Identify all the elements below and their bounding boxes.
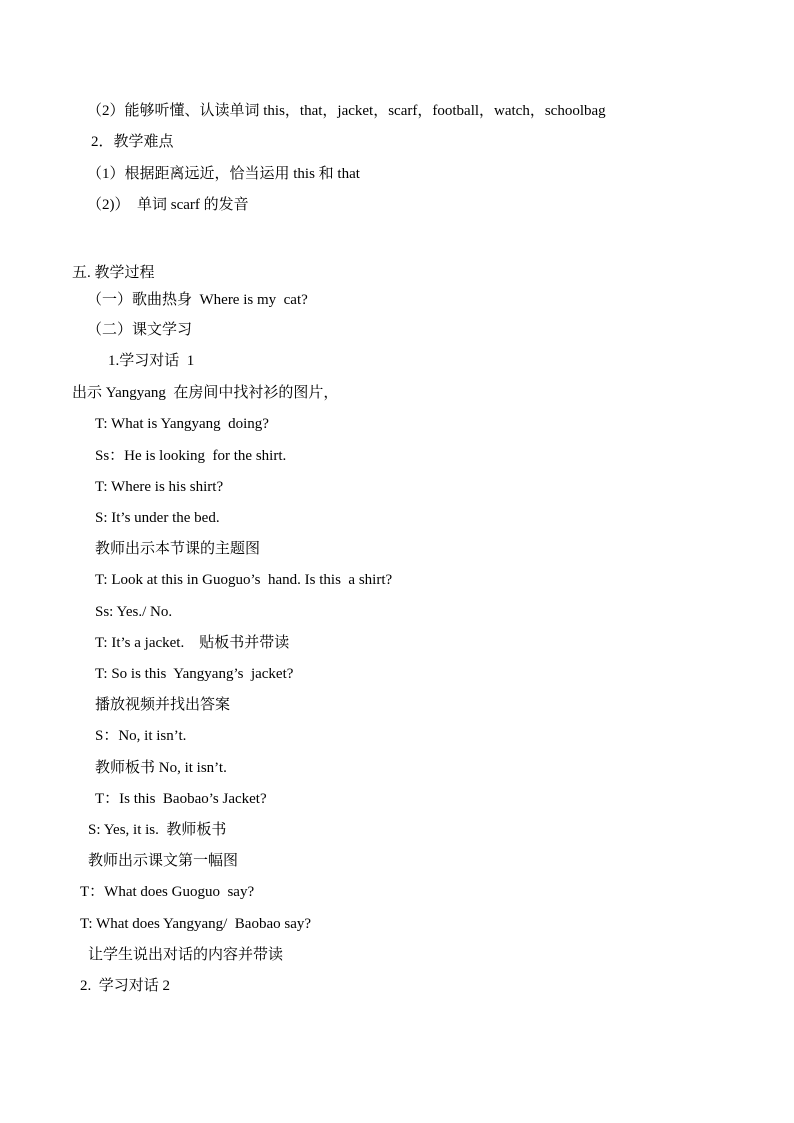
- teaching-difficulties-heading: 2．教学难点: [91, 134, 174, 150]
- dialogue-line: S：No, it isn’t.: [95, 728, 187, 744]
- dialogue-line: T：What does Guoguo say?: [80, 884, 255, 900]
- dialogue-line: S: It’s under the bed.: [95, 510, 220, 526]
- dialogue-line: T: What does Yangyang/ Baobao say?: [80, 916, 312, 932]
- objective-line-2-vocabulary: （2）能够听懂、认读单词 this，that，jacket，scarf，football，watch，schoolbag: [87, 103, 606, 119]
- dialogue-line: S: Yes, it is. 教师板书: [88, 822, 227, 838]
- step-text-learning: （二）课文学习: [87, 322, 193, 338]
- dialogue-line: Ss: Yes./ No.: [95, 604, 173, 620]
- dialogue-line: T: It’s a jacket. 贴板书并带读: [95, 635, 290, 651]
- teacher-instruction: 教师出示课文第一幅图: [88, 853, 239, 869]
- dialogue-2-heading: 2. 学习对话 2: [80, 978, 171, 994]
- dialogue-line: T: Where is his shirt?: [95, 479, 224, 495]
- teacher-instruction: 播放视频并找出答案: [95, 697, 231, 713]
- dialogue-line: T：Is this Baobao’s Jacket?: [95, 791, 267, 807]
- dialogue-line: T: Look at this in Guoguo’s hand. Is this a shirt?: [95, 572, 393, 588]
- section-five-heading: 五. 教学过程: [72, 265, 155, 281]
- difficulty-line-1: （1）根据距离远近，恰当运用 this 和 that: [87, 166, 360, 182]
- step-warmup-song: （一）歌曲热身 Where is my cat?: [87, 292, 308, 308]
- show-picture-instruction: 出示 Yangyang 在房间中找衬衫的图片，: [72, 385, 339, 401]
- dialogue-line: Ss：He is looking for the shirt.: [95, 448, 287, 464]
- teacher-instruction: 让学生说出对话的内容并带读: [88, 947, 284, 963]
- teacher-instruction: 教师板书 No, it isn’t.: [95, 760, 227, 776]
- dialogue-1-heading: 1.学习对话 1: [108, 353, 195, 369]
- difficulty-line-2: （2)） 单词 scarf 的发音: [87, 197, 249, 213]
- teacher-instruction: 教师出示本节课的主题图: [95, 541, 261, 557]
- dialogue-line: T: So is this Yangyang’s jacket?: [95, 666, 294, 682]
- dialogue-line: T: What is Yangyang doing?: [95, 416, 269, 432]
